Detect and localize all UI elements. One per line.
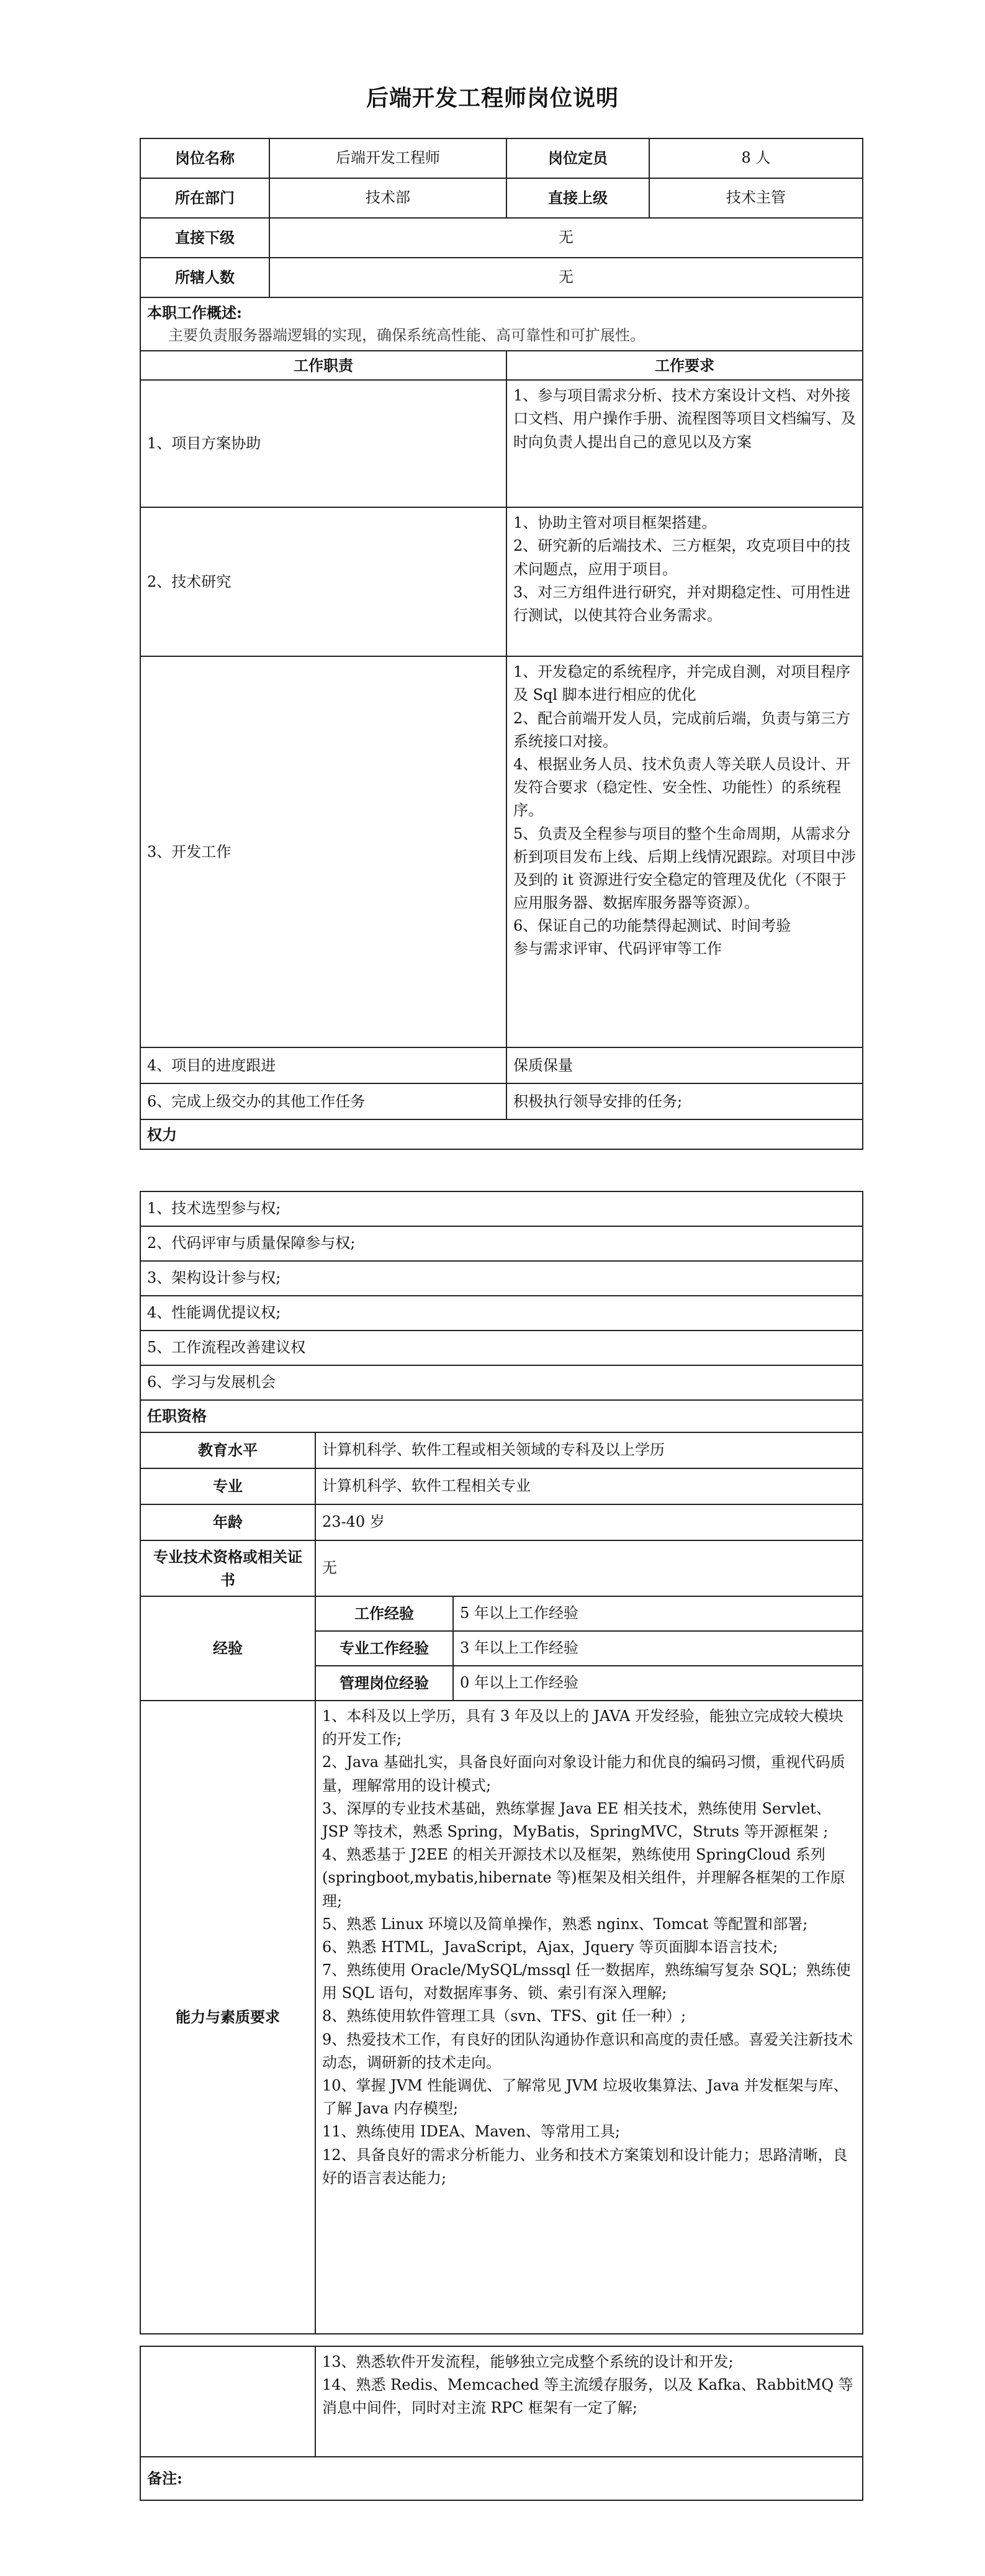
requirement-item: 积极执行领导安排的任务;: [513, 1092, 683, 1110]
major-row: [140, 1468, 863, 1504]
power-header: 权力: [140, 1119, 863, 1149]
remarks-label: 备注:: [140, 2457, 863, 2500]
row-subordinate: [140, 218, 863, 258]
age-row: [140, 1504, 863, 1540]
cert-row: [140, 1540, 863, 1596]
requirement-item: 3、对三方组件进行研究，并对期稳定性、可用性进行测试，以使其符合业务需求。: [513, 583, 851, 624]
ability-item: 2、Java 基础扎实，具备良好面向对象设计能力和优良的编码习惯，重视代码质量，理解常用的设计模式;: [322, 1753, 845, 1794]
requirement-item: 保质保量: [513, 1056, 573, 1074]
duty-name: 6、完成上级交办的其他工作任务: [140, 1083, 506, 1119]
managed-value: 无: [269, 258, 863, 297]
row-managed: [140, 258, 863, 297]
ability-item: 12、具备良好的需求分析能力、业务和技术方案策划和设计能力；思路清晰，良好的语言表达能力;: [322, 2146, 848, 2187]
requirement-item: 2、配合前端开发人员，完成前后端，负责与第三方系统接口对接。: [513, 709, 851, 750]
duty-requirements: [506, 507, 863, 656]
requirement-item: 1、参与项目需求分析、技术方案设计文档、对外接口文档、用户操作手册、流程图等项目文档编写、及时向负责人提出自己的意见以及方案: [513, 387, 856, 451]
pro-exp-label: 专业工作经验: [315, 1631, 453, 1666]
work-exp-value: 5 年以上工作经验: [453, 1596, 863, 1631]
power-item: 1、技术选型参与权;: [140, 1191, 863, 1226]
ability-list: [315, 1701, 863, 2334]
duty-row: [140, 1047, 863, 1083]
ability-cont-label: [140, 2346, 315, 2457]
subordinate-label: 直接下级: [140, 218, 269, 258]
age-value: 23-40 岁: [315, 1504, 863, 1540]
duty-requirements: [506, 656, 863, 1047]
job-info-table: [140, 138, 863, 1150]
education-value: 计算机科学、软件工程或相关领域的专科及以上学历: [315, 1432, 863, 1468]
education-label: 教育水平: [140, 1432, 315, 1468]
power-header-row: [140, 1119, 863, 1149]
department-label: 所在部门: [140, 178, 269, 218]
requirement-item: 参与需求评审、代码评审等工作: [513, 940, 722, 958]
requirement-item: 2、研究新的后端技术、三方框架，攻克项目中的技术问题点，应用于项目。: [513, 537, 851, 578]
headcount-value: 8 人: [649, 138, 863, 178]
cert-label: 专业技术资格或相关证书: [140, 1540, 315, 1596]
ability-item: 13、熟悉软件开发流程，能够独立完成整个系统的设计和开发;: [322, 2353, 734, 2370]
duty-name: 4、项目的进度跟进: [140, 1047, 506, 1083]
requirement-column-header: 工作要求: [506, 351, 863, 380]
power-item-row: [140, 1365, 863, 1400]
ability-label: 能力与素质要求: [140, 1701, 315, 2334]
ability-item: 14、熟悉 Redis、Memcached 等主流缓存服务，以及 Kafka、RabbitMQ 等消息中间件，同时对主流 RPC 框架有一定了解;: [322, 2376, 853, 2417]
duty-row: [140, 656, 863, 1047]
education-row: [140, 1432, 863, 1468]
row-overview: [140, 297, 863, 351]
power-item: 6、学习与发展机会: [140, 1365, 863, 1400]
requirement-item: 6、保证自己的功能禁得起测试、时间考验: [513, 917, 791, 935]
row-position: [140, 138, 863, 178]
cert-value: 无: [315, 1540, 863, 1596]
mgmt-exp-value: 0 年以上工作经验: [453, 1666, 863, 1701]
pro-exp-value: 3 年以上工作经验: [453, 1631, 863, 1666]
duty-requirements: [506, 1083, 863, 1119]
duty-column-header: 工作职责: [140, 351, 506, 380]
duty-name: 2、技术研究: [140, 507, 506, 656]
superior-label: 直接上级: [506, 178, 649, 218]
power-item-row: [140, 1226, 863, 1261]
overview-label: 本职工作概述:: [147, 303, 242, 322]
managed-label: 所辖人数: [140, 258, 269, 297]
duty-name: 3、开发工作: [140, 656, 506, 1047]
major-value: 计算机科学、软件工程相关专业: [315, 1468, 863, 1504]
duties-header-row: [140, 351, 863, 380]
requirement-item: 1、开发稳定的系统程序，并完成自测，对项目程序及 Sql 脚本进行相应的优化: [513, 663, 851, 704]
duty-row: [140, 507, 863, 656]
duty-name: 1、项目方案协助: [140, 380, 506, 507]
power-item-row: [140, 1296, 863, 1331]
duty-requirements: [506, 380, 863, 507]
qualification-table: [140, 1191, 863, 2334]
mgmt-exp-label: 管理岗位经验: [315, 1666, 453, 1701]
ability-row: [140, 1701, 863, 2334]
ability-item: 5、熟悉 Linux 环境以及简单操作，熟悉 nginx、Tomcat 等配置和部署;: [322, 1915, 808, 1933]
experience-label: 经验: [140, 1596, 315, 1701]
power-item: 4、性能调优提议权;: [140, 1296, 863, 1331]
duty-row: [140, 1083, 863, 1119]
power-item: 2、代码评审与质量保障参与权;: [140, 1226, 863, 1261]
subordinate-value: 无: [269, 218, 863, 258]
ability-cont-row: [140, 2346, 863, 2457]
department-value: 技术部: [269, 178, 506, 218]
position-name-label: 岗位名称: [140, 138, 269, 178]
work-exp-row: [140, 1596, 863, 1631]
ability-item: 7、熟练使用 Oracle/MySQL/mssql 任一数据库，熟练编写复杂 SQL；熟练使用 SQL 语句，对数据库事务、锁、索引有深入理解;: [322, 1961, 851, 2002]
power-item: 5、工作流程改善建议权: [140, 1331, 863, 1365]
ability-item: 1、本科及以上学历，具有 3 年及以上的 JAVA 开发经验，能独立完成较大模块的开发工作;: [322, 1707, 843, 1748]
qualification-header-row: [140, 1400, 863, 1432]
work-exp-label: 工作经验: [315, 1596, 453, 1631]
ability-item: 3、深厚的专业技术基础，熟练掌握 Java EE 相关技术，熟练使用 Servlet、JSP 等技术，熟悉 Spring，MyBatis，SpringMVC，Struts 等开源框架 ;: [322, 1799, 831, 1840]
continuation-table: [140, 2346, 863, 2501]
page-title: 后端开发工程师岗位说明: [366, 85, 619, 111]
remarks-row: [140, 2457, 863, 2500]
major-label: 专业: [140, 1468, 315, 1504]
ability-item: 9、热爱技术工作，有良好的团队沟通协作意识和高度的责任感。喜爱关注新技术动态，调研新的技术走向。: [322, 2030, 853, 2071]
power-item-row: [140, 1261, 863, 1296]
requirement-item: 4、根据业务人员、技术负责人等关联人员设计、开发符合要求（稳定性、安全性、功能性）的系统程序。: [513, 755, 851, 820]
age-label: 年龄: [140, 1504, 315, 1540]
requirement-item: 5、负责及全程参与项目的整个生命周期，从需求分析到项目发布上线、后期上线情况跟踪。对项目中涉及到的 it 资源进行安全稳定的管理及优化（不限于应用服务器、数据库服务器等资源）。: [513, 825, 856, 912]
ability-item: 10、掌握 JVM 性能调优、了解常见 JVM 垃圾收集算法、Java 并发框架与库、了解 Java 内存模型;: [322, 2077, 848, 2118]
power-item: 3、架构设计参与权;: [140, 1261, 863, 1296]
ability-cont-list: [315, 2346, 863, 2457]
duty-requirements: [506, 1047, 863, 1083]
superior-value: 技术主管: [649, 178, 863, 218]
row-department: [140, 178, 863, 218]
requirement-item: 1、协助主管对项目框架搭建。: [513, 514, 717, 532]
headcount-label: 岗位定员: [506, 138, 649, 178]
ability-item: 4、熟悉基于 J2EE 的相关开源技术以及框架，熟练使用 SpringCloud 系列(springboot,mybatis,hibernate 等)框架及相关组件，并理解各框架的工作原理;: [322, 1846, 845, 1910]
duty-row: [140, 380, 863, 507]
position-name-value: 后端开发工程师: [269, 138, 506, 178]
ability-item: 6、熟悉 HTML，JavaScript，Ajax，Jquery 等页面脚本语言技术;: [322, 1938, 778, 1956]
power-item-row: [140, 1331, 863, 1365]
power-item-row: [140, 1191, 863, 1226]
overview-text: 主要负责服务器端逻辑的实现，确保系统高性能、高可靠性和可扩展性。: [168, 327, 645, 344]
ability-item: 8、熟练使用软件管理工具（svn、TFS、git 任一种）;: [322, 2007, 686, 2025]
qualification-header: 任职资格: [140, 1400, 863, 1432]
ability-item: 11、熟练使用 IDEA、Maven、等常用工具;: [322, 2123, 620, 2141]
